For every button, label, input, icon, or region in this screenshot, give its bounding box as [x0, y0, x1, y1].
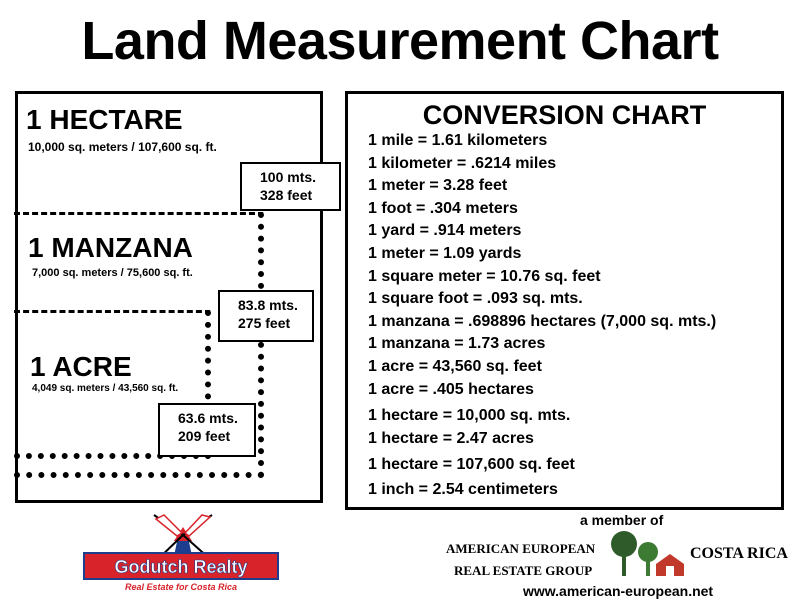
- acre-dimensions: [158, 403, 256, 457]
- manzana-dimensions: [218, 290, 314, 342]
- conversion-item: 1 hectare = 2.47 acres: [368, 429, 534, 447]
- conversion-item: 1 hectare = 107,600 sq. feet: [368, 456, 575, 474]
- conversion-item: 1 acre = 43,560 sq. feet: [368, 357, 542, 375]
- godutch-name: Godutch Realty: [114, 557, 248, 577]
- tree-icon: [611, 531, 658, 576]
- hectare-dim-feet: 328 feet: [260, 187, 313, 203]
- costa-rica-text: COSTA RICA: [690, 545, 788, 562]
- manzana-sub: 7,000 sq. meters / 75,600 sq. ft.: [32, 267, 193, 279]
- godutch-realty-logo[interactable]: [82, 513, 282, 595]
- manzana-label: 1 MANZANA: [28, 232, 193, 263]
- acre-sub: 4,049 sq. meters / 43,560 sq. ft.: [32, 383, 179, 394]
- hectare-sub: 10,000 sq. meters / 107,600 sq. ft.: [28, 140, 217, 154]
- conversion-item: 1 inch = 2.54 centimeters: [368, 480, 558, 498]
- conversion-item: 1 manzana = .698896 hectares (7,000 sq. mts.): [368, 312, 717, 330]
- conversion-item: 1 kilometer = .6214 miles: [368, 154, 557, 172]
- conversion-title: CONVERSION CHART: [422, 100, 707, 130]
- conversion-item: 1 square foot = .093 sq. mts.: [368, 290, 583, 308]
- conversion-item: 1 manzana = 1.73 acres: [368, 335, 546, 353]
- hectare-label: 1 HECTARE: [26, 104, 183, 135]
- conversion-item: 1 hectare = 10,000 sq. mts.: [368, 407, 571, 425]
- conversion-item: 1 foot = .304 meters: [368, 199, 518, 217]
- conversion-item: 1 acre = .405 hectares: [368, 380, 534, 398]
- american-european-text: AMERICAN EUROPEAN: [446, 541, 596, 556]
- member-of-label: a member of: [580, 512, 664, 528]
- acre-dim-feet: 209 feet: [178, 428, 231, 444]
- page-title: Land Measurement Chart: [81, 11, 719, 71]
- house-icon: [656, 554, 684, 576]
- conversion-item: 1 square meter = 10.76 sq. feet: [368, 267, 601, 285]
- manzana-dim-meters: 83.8 mts.: [238, 297, 298, 313]
- conversion-list: [368, 130, 716, 502]
- godutch-tagline: Real Estate for Costa Rica: [124, 582, 238, 592]
- conversion-item: 1 mile = 1.61 kilometers: [368, 132, 548, 149]
- acre-dim-meters: 63.6 mts.: [178, 410, 238, 426]
- website-link[interactable]: www.american-european.net: [523, 583, 714, 599]
- hectare-dim-meters: 100 mts.: [260, 169, 317, 185]
- acre-label: 1 ACRE: [30, 351, 132, 382]
- conversion-item: 1 meter = 1.09 yards: [368, 244, 522, 262]
- conversion-chart: [345, 91, 784, 510]
- conversion-item: 1 meter = 3.28 feet: [368, 177, 508, 195]
- hectare-dimensions: [240, 162, 341, 211]
- manzana-dim-feet: 275 feet: [238, 315, 291, 331]
- conversion-item: 1 yard = .914 meters: [368, 222, 522, 240]
- real-estate-group-text: REAL ESTATE GROUP: [454, 563, 593, 578]
- american-european-logo: [606, 528, 696, 580]
